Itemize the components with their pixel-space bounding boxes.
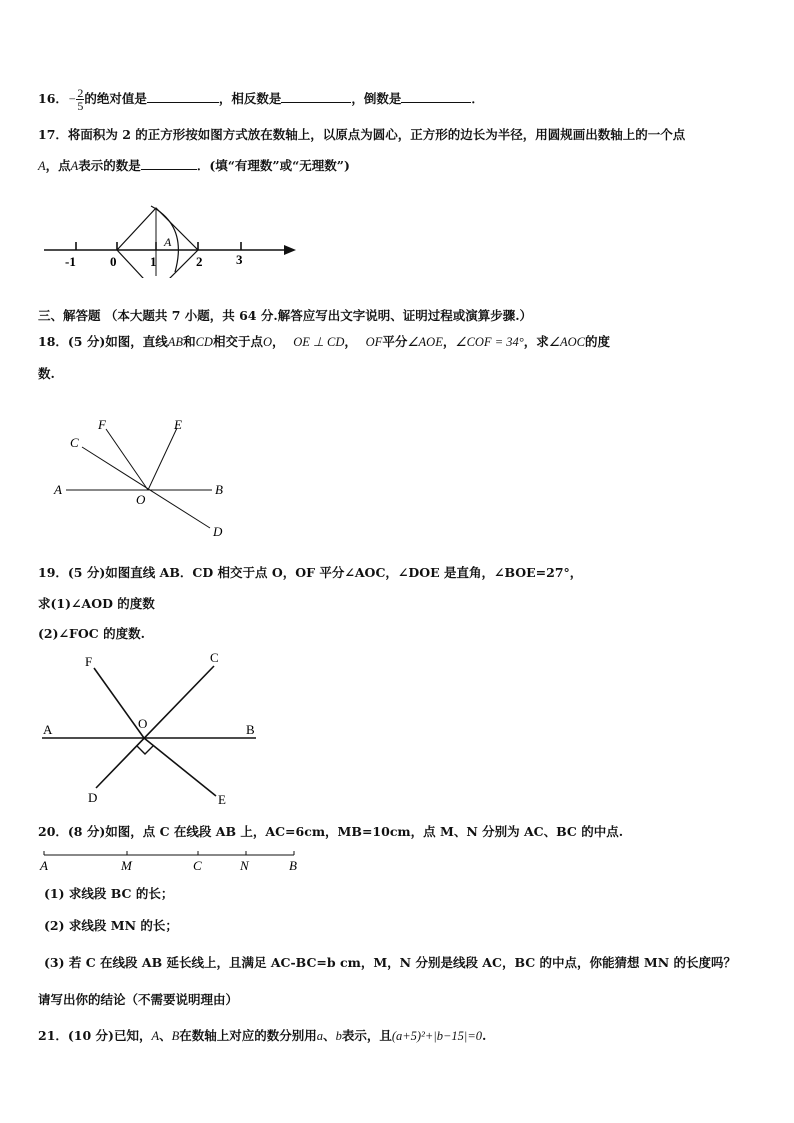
label-b: B	[289, 858, 297, 873]
q20-sub1: (1) 求线段 BC 的长；	[44, 886, 174, 901]
number-line-arrow	[284, 245, 296, 255]
label-c: C	[210, 650, 219, 665]
q17-number-line-figure	[38, 196, 300, 278]
ray-oe	[144, 738, 216, 796]
square	[117, 208, 198, 278]
q20-line1: 20．(8 分)如图，点 C 在线段 AB 上，AC=6cm，MB=10cm，点 M、N 分别为 AC、BC 的中点.	[38, 824, 624, 839]
ray-of	[94, 668, 144, 738]
q19-line3: (2)∠FOC 的度数.	[38, 626, 145, 641]
label-d: D	[88, 790, 98, 805]
q20-sub3: (3) 若 C 在线段 AB 延长线上，且满足 AC-BC=b cm，M，N 分别是线段 AC，BC 的中点，你能猜想 MN 的长度吗？	[44, 955, 737, 970]
q16: 16．− $\frac{2}{5}$ 的绝对值是 ，相反数是 ，倒数是 ．	[38, 86, 484, 113]
label-n: N	[240, 858, 249, 873]
label-e: E	[174, 417, 182, 432]
label-a: A	[54, 482, 62, 497]
q16-blank-3	[401, 90, 471, 103]
label-a: A	[43, 722, 53, 737]
label-b: B	[246, 722, 255, 737]
tick-label-2: 2	[196, 254, 203, 269]
tick-label-3: 3	[236, 252, 243, 267]
point-a-label: A	[164, 235, 172, 249]
q19-angle-figure	[38, 650, 268, 810]
label-m: M	[121, 858, 132, 873]
tick-label-1: 1	[150, 254, 157, 269]
q20-sub3b: 请写出你的结论（不需要说明理由）	[38, 992, 239, 1007]
q19-line2: 求(1)∠AOD 的度数	[38, 596, 155, 611]
tick-label-neg1: -1	[65, 254, 76, 269]
ray-oe	[148, 428, 177, 490]
label-f: F	[85, 654, 93, 669]
label-c: C	[70, 435, 79, 450]
q20-segment-figure	[36, 848, 302, 876]
label-c: C	[193, 858, 202, 873]
ray-of	[106, 429, 148, 490]
line-cd	[96, 666, 214, 788]
q17-line1: 17．将面积为 2 的正方形按如图方式放在数轴上，以原点为圆心，正方形的边长为半径，用圆规画出数轴上的一个点	[38, 127, 686, 142]
label-e: E	[218, 792, 226, 807]
q18-line1: 18．(5 分)如图，直线AB和CD相交于点O， OE ⊥ CD， OF平分∠AOE，∠COF = 34°，求∠AOC的度	[38, 334, 610, 349]
right-angle-mark	[137, 746, 153, 754]
q20-sub2: (2) 求线段 MN 的长；	[44, 918, 178, 933]
label-f: F	[98, 417, 106, 432]
label-o: O	[138, 716, 148, 731]
q17-line2: A，点A表示的数是 ．(填“有理数”或“无理数”)	[38, 158, 350, 173]
q17-blank	[141, 157, 197, 170]
q18-line2: 数.	[38, 366, 55, 381]
tick-label-0: 0	[110, 254, 117, 269]
q18-angle-figure	[50, 412, 240, 540]
label-o: O	[136, 492, 146, 507]
label-b: B	[215, 482, 223, 497]
q21-line1: 21．(10 分)已知，A、B在数轴上对应的数分别用a、b表示，且(a+5)²+|b−15|=0.	[38, 1028, 487, 1043]
label-a: A	[40, 858, 48, 873]
q16-blank-1	[147, 90, 219, 103]
q16-number: 16．	[38, 91, 68, 106]
q19-line1: 19．(5 分)如图直线 AB．CD 相交于点 O，OF 平分∠AOC，∠DOE 是直角，∠BOE=27°，	[38, 565, 583, 580]
q16-fraction: $\frac{2}{5}$	[77, 86, 84, 113]
label-d: D	[213, 524, 223, 539]
section-3-heading: 三、解答题 （本大题共 7 小题，共 64 分.解答应写出文字说明、证明过程或演算步骤.）	[38, 308, 533, 323]
q16-blank-2	[281, 90, 351, 103]
